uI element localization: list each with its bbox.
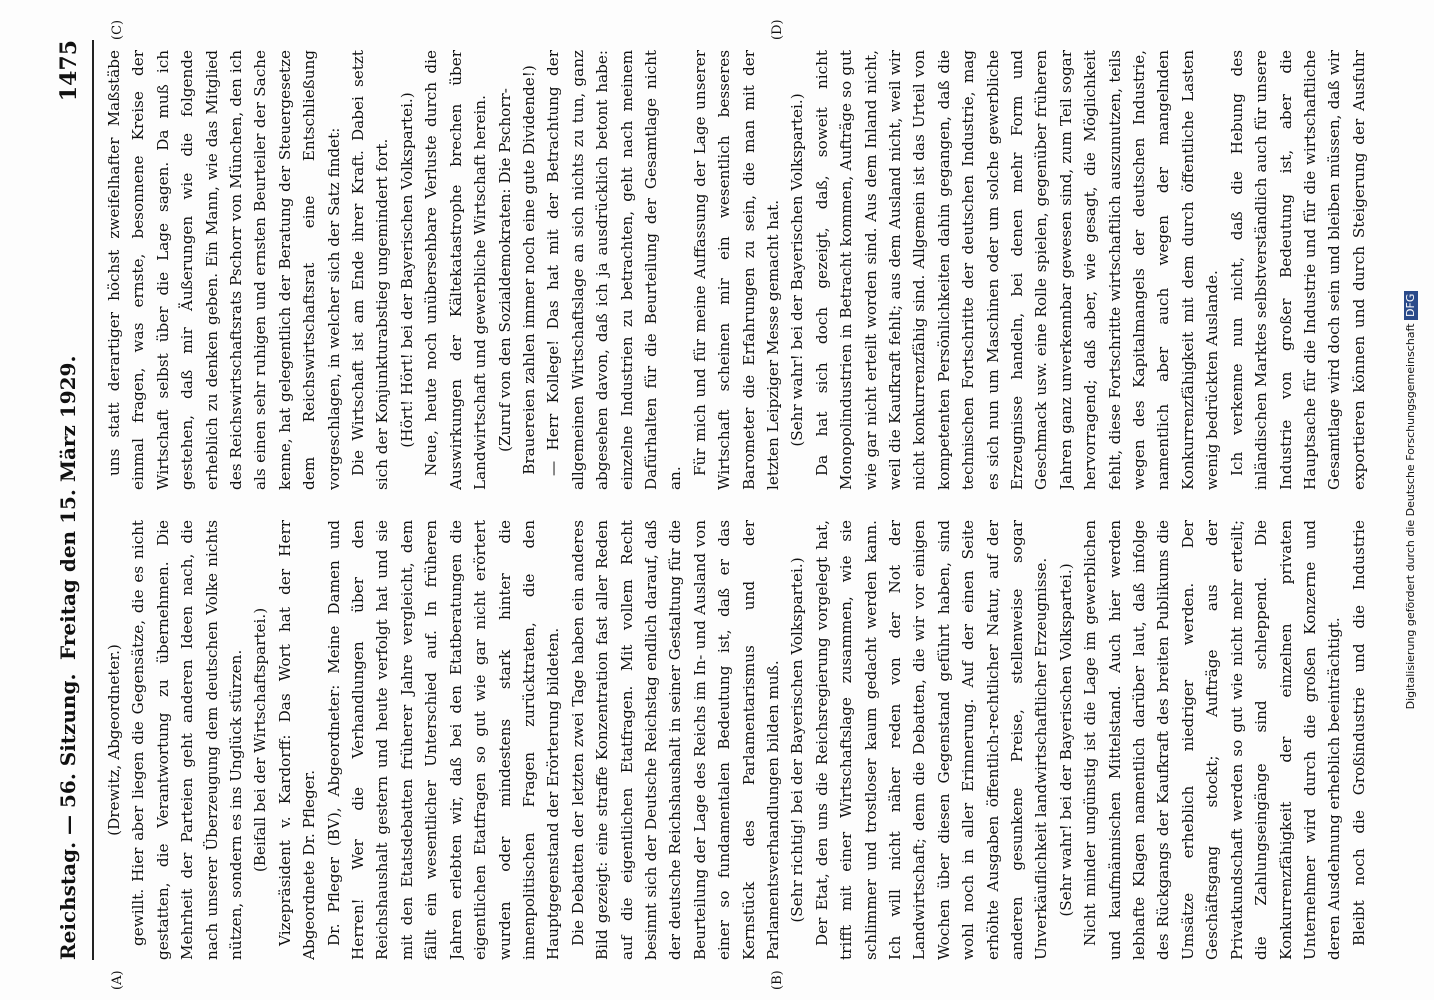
margin-mark-c: (C) xyxy=(110,19,125,40)
interjection: (Sehr wahr! bei der Bayerischen Volkspartei.) xyxy=(1056,563,1075,917)
stamp-text: Digitalisierung gefördert durch die Deutsche Forschungsgemeinschaft xyxy=(1404,323,1417,710)
quote: Die Wirtschaft ist am Ende ihrer Kraft. Dabei setzt sich der Konjunkturabstieg ungemindert fort. xyxy=(349,50,392,490)
margin-mark-b: (B) xyxy=(770,970,785,990)
margin-mark-d: (D) xyxy=(770,19,785,40)
paragraph: gewillt. Hier aber liegen die Gegensätze, die es nicht gestatten, die Verantwortung zu übernehmen. Die Mehrheit der Parteien geht anderen Ideen nach, die nach unserer Überzeugung dem deutschen Volke nichts nützen, sondern es ins Unglück stürzen. xyxy=(129,520,246,960)
interjection: (Zuruf von den Sozialdemokraten: Die Pschorr-Brauereien zahlen immer noch eine gute Dividende!) xyxy=(495,65,538,475)
paragraph: Die Debatten der letzten zwei Tage haben ein anderes Bild gezeigt: eine straffe Konzentration fast aller Reden auf die eigentlichen Etatfragen. Mit vollem Recht besinnt sich der Deutsche Reichstag endlich darauf, daß der deutsche Reichshaushalt in seiner Gestaltung für die Beurteilung der Lage des Reichs im In- und Ausland von einer so fundamentalen Bedeutung ist, daß er das Kernstück des Parlamentarismus und der Parlamentsverhandlungen bilden muß. xyxy=(568,520,782,960)
interjection: (Sehr wahr! bei der Bayerischen Volkspartei.) xyxy=(788,93,807,447)
paragraph: Bleibt noch die Großindustrie und die Industrie xyxy=(1349,520,1368,946)
quote: Neue, heute noch unübersehbare Verluste durch die Auswirkungen der Kältekatastrophe brechen über Landwirtschaft und gewerbliche Wirtschaft herein. xyxy=(422,50,490,490)
header-left: Reichstag. — 56. Sitzung. xyxy=(56,673,80,960)
digitization-stamp xyxy=(1396,0,1426,1000)
paragraph: — Herr Kollege! Das hat mit der Betrachtung der allgemeinen Wirtschaftslage an sich nichts zu tun, ganz abgesehen davon, daß ich ja ausdrücklich betont habe: einzelne Industrien zu betrachten, geht nach meinem Dafürhalten für die Beurteilung der Gesamtlage nicht an. xyxy=(544,50,685,490)
page-header xyxy=(50,40,94,960)
header-date: Freitag den 15. März 1929. xyxy=(56,355,80,660)
left-column xyxy=(102,520,1372,960)
rotated-page xyxy=(50,19,1380,990)
paragraph: Vizepräsident v. Kardorff: Das Wort hat der Herr Abgeordnete Dr. Pfleger. xyxy=(275,520,319,960)
paragraph: Da hat sich doch gezeigt, daß, soweit nicht Monopolindustrien in Betracht kommen, Aufträge so gut wie gar nicht erteilt worden sind. Aus dem Inland nicht, weil die Kaufkraft fehlt; aus dem Ausland nicht, weil wir nicht konkurrenzfähig sind. Allgemein ist das Urteil von kompetenten Persönlichkeiten dahin gegangen, daß die technischen Fortschritte der deutschen Industrie, mag es sich nun um Maschinen oder um solche gewerbliche Erzeugnisse handeln, bei denen mehr Form und Geschmack usw. eine Rolle spielen, gegenüber früheren Jahren ganz unverkennbar gewesen sind, zum Teil sogar hervorragend; daß aber, wie gesagt, die Möglichkeit fehlt, diese Fortschritte wirtschaftlich auszunutzen, teils wegen des Kapitalmangels der deutschen Industrie, namentlich aber auch wegen der mangelnden Konkurrenzfähigkeit mit dem durch öffentliche Lasten wenig bedrückten Auslande. xyxy=(812,50,1222,490)
dfg-logo: DFG xyxy=(1404,291,1418,320)
paragraph: Ich verkenne nun nicht, daß die Hebung des inländischen Marktes selbstverständlich auch für unsere Industrie von großer Bedeutung ist, aber die Hauptsache für die Industrie und für die wirtschaftliche Gesamtlage wird doch sein und bleiben müssen, daß wir exportieren können und durch Steigerung der Ausfuhr xyxy=(1227,50,1368,490)
paragraph: Dr. Pfleger (BV), Abgeordneter: Meine Damen und Herren! Wer die Verhandlungen über den Reichshaushalt gestern und heute verfolgt hat und sie mit den Etatsdebatten früherer Jahre vergleicht, dem fällt ein wesentlicher Unterschied auf. In früheren Jahren erlebten wir, daß bei den Etatberatungen die eigentlichen Etatfragen so gut wie gar nicht erörtert wurden oder mindestens stark hinter die innenpolitischen Fragen zurücktraten, die den Hauptgegenstand der Erörterung bildeten. xyxy=(324,520,563,960)
paragraph: Der Etat, den uns die Reichsregierung vorgelegt hat, trifft mit einer Wirtschaftslage zusammen, wie sie schlimmer und trostloser kaum gedacht werden kann. Ich will nicht näher reden von der Not der Landwirtschaft; denn die Debatten, die wir vor einigen Wochen über diesen Gegenstand geführt haben, sind wohl noch in aller Erinnerung. Auf der einen Seite erhöhte Ausgaben öffentlich-rechtlicher Natur, auf der anderen gesunkene Preise, stellenweise sogar Unverkäuflichkeit landwirtschaftlicher Erzeugnisse. xyxy=(812,520,1051,960)
right-column xyxy=(102,50,1372,490)
interjection: (Sehr richtig! bei der Bayerischen Volkspartei.) xyxy=(788,557,807,923)
paragraph: Für mich und für meine Auffassung der Lage unserer Wirtschaft scheinen mir ein wesentlich besseres Barometer die Erfahrungen zu sein, die man mit der letzten Leipziger Messe gemacht hat. xyxy=(690,50,782,490)
paragraph: Nicht minder ungünstig ist die Lage im gewerblichen und kaufmännischen Mittelstand. Auch hier werden lebhafte Klagen namentlich darüber laut, daß infolge des Rückgangs der Kaufkraft des breiten Publikums die Umsätze erheblich niedriger werden. Der Geschäftsgang stockt; Aufträge aus der Privatkundschaft werden so gut wie nicht mehr erteilt; die Zahlungseingänge sind schleppend. Die Konkurrenzfähigkeit der einzelnen privaten Unternehmer wird durch die großen Konzerne und deren Ausdehnung erheblich beeinträchtigt. xyxy=(1081,520,1344,960)
paragraph: uns statt derartiger höchst zweifelhafter Maßstäbe einmal fragen, was ernste, besonnene Kreise der Wirtschaft selbst über die Lage sagen. Da muß ich gestehen, daß mir Äußerungen wie die folgende erheblich zu denken geben. Ein Mann, wie das Mitglied des Reichswirtschaftsrats Pschorr von München, den ich als einen sehr ruhigen und ernsten Beurteiler der Sache kenne, hat gelegentlich der Beratung der Steuergesetze dem Reichswirtschaftsrat eine Entschließung vorgeschlagen, in welcher sich der Satz findet: xyxy=(105,50,343,490)
page-number: 1475 xyxy=(56,40,82,102)
interjection: (Beifall bei der Wirtschaftspartei.) xyxy=(251,607,270,873)
stamp-text-wrap xyxy=(1396,0,1426,1000)
interjection: (Hört! Hört! bei der Bayerischen Volkspartei.) xyxy=(397,92,416,448)
paragraph: (Drewitz, Abgeordneter.) xyxy=(105,644,123,836)
margin-mark-a: (A) xyxy=(110,970,125,990)
